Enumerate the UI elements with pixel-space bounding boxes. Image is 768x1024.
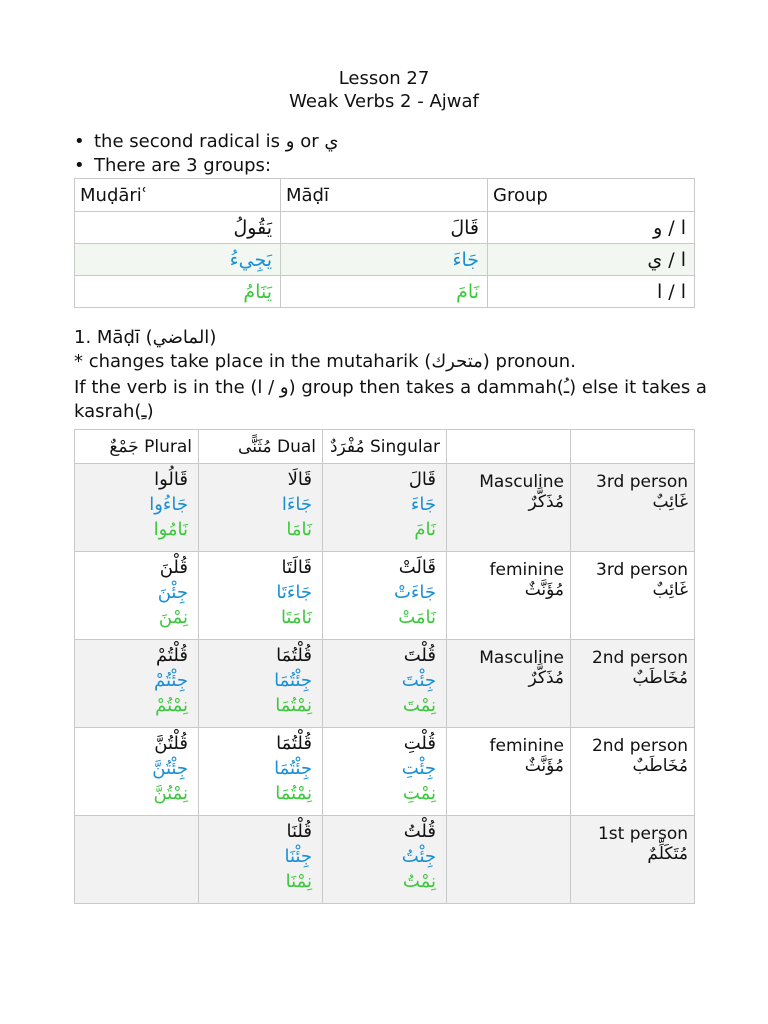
- verb-form: قُلْتَ: [403, 645, 436, 666]
- plural-cell: [75, 816, 199, 904]
- person-label: 2nd person: [591, 648, 688, 668]
- verb-form: نِمْتُ: [402, 871, 436, 892]
- mudari-cell: يَنَامُ: [75, 276, 281, 308]
- plural-cell: [75, 464, 199, 552]
- singular-cell: [323, 816, 447, 904]
- person-label: 1st person: [597, 824, 688, 844]
- table-row: [75, 816, 695, 904]
- verb-form: جِئْتُ: [401, 846, 436, 867]
- lesson-subtitle: Weak Verbs 2 - Ajwaf: [289, 91, 479, 112]
- verb-form: جِئْتُنَّ: [152, 758, 188, 779]
- header-gender: [447, 430, 571, 464]
- verb-form: نَامَ: [414, 519, 436, 540]
- gender-label: مُذَكَّرٌ: [528, 492, 564, 512]
- singular-cell: [323, 640, 447, 728]
- verb-form: قُلْنَ: [159, 557, 188, 578]
- verb-form: قُلْتُمْ: [156, 645, 188, 666]
- person-label: غَائِبٌ: [652, 492, 688, 512]
- dual-cell: [199, 816, 323, 904]
- mudari-cell: يَجِيءُ: [75, 244, 281, 276]
- header-plural: جَمْعٌ Plural: [75, 430, 199, 464]
- verb-form: نِمْتِ: [402, 783, 436, 804]
- madi-conjugation-table: [74, 429, 695, 904]
- person-label: مُخَاطَبٌ: [632, 668, 688, 688]
- header-dual: مُثَنًّى Dual: [199, 430, 323, 464]
- verb-form: قَالُوا: [154, 469, 188, 490]
- bullet-text: the second radical is و or ي: [94, 131, 339, 152]
- dual-cell: [199, 464, 323, 552]
- verb-form: جِئْنَا: [284, 846, 312, 867]
- person-label: مُتَكَلِّمٌ: [647, 844, 688, 864]
- dual-cell: [199, 640, 323, 728]
- table-row: [75, 464, 695, 552]
- mudari-cell: يَقُولُ: [75, 212, 281, 244]
- verb-form: قُلْتُنَّ: [154, 733, 188, 754]
- dual-cell: [199, 552, 323, 640]
- plural-cell: [75, 728, 199, 816]
- gender-cell: [447, 464, 571, 552]
- header-group: Group: [488, 179, 695, 212]
- verb-form: قُلْتُ: [403, 821, 436, 842]
- group-cell: ا / ا: [488, 276, 695, 308]
- gender-cell: [447, 552, 571, 640]
- gender-label: مُؤَنَّثٌ: [524, 756, 564, 776]
- madi-cell: جَاءَ: [281, 244, 488, 276]
- gender-label: مُؤَنَّثٌ: [524, 580, 564, 600]
- group-cell: ا / و: [488, 212, 695, 244]
- person-label: 3rd person: [596, 560, 688, 580]
- person-cell: [571, 464, 695, 552]
- singular-cell: [323, 464, 447, 552]
- groups-table: [74, 178, 695, 308]
- verb-form: جِئْتُمَا: [274, 758, 312, 779]
- verb-form: قَالَتْ: [398, 557, 436, 578]
- verb-form: نَامَتَا: [280, 607, 312, 628]
- header-singular: مُفْرَدٌ Singular: [323, 430, 447, 464]
- verb-form: نَامَتْ: [398, 607, 436, 628]
- person-label: مُخَاطَبٌ: [632, 756, 688, 776]
- header-person: [571, 430, 695, 464]
- table-row: [75, 640, 695, 728]
- lesson-title: Lesson 27: [338, 68, 430, 89]
- verb-form: قَالَ: [408, 469, 436, 490]
- section-line: If the verb is in the (و / ا) group then takes a dammah(ـُ) else it takes a: [74, 377, 707, 398]
- section-line: * changes take place in the mutaharik (متحرك) pronoun.: [74, 351, 576, 372]
- section-line: kasrah(ـِ): [74, 401, 154, 422]
- verb-form: نِمْتُمْ: [155, 695, 188, 716]
- person-cell: [571, 816, 695, 904]
- person-cell: [571, 728, 695, 816]
- verb-form: نِمْتُمَا: [275, 695, 312, 716]
- bullet-item: • There are 3 groups:: [74, 155, 272, 176]
- plural-cell: [75, 552, 199, 640]
- section-heading: 1. Māḍī (الماضي): [74, 327, 217, 348]
- madi-cell: نَامَ: [281, 276, 488, 308]
- table-row: [75, 276, 695, 308]
- gender-cell: [447, 640, 571, 728]
- verb-form: قُلْتُمَا: [276, 733, 312, 754]
- verb-form: جِئْتُمْ: [154, 670, 188, 691]
- table-row: [75, 552, 695, 640]
- gender-label: Masculine: [479, 648, 564, 668]
- dual-cell: [199, 728, 323, 816]
- verb-form: نَامَا: [286, 519, 312, 540]
- gender-label: مُذَكَّرٌ: [528, 668, 564, 688]
- gender-label: Masculine: [479, 472, 564, 492]
- table-row: [75, 728, 695, 816]
- bullet-item: • the second radical is و or ي: [74, 131, 339, 152]
- verb-form: نِمْتُنَّ: [153, 783, 188, 804]
- header-madi: Māḍī: [281, 179, 488, 212]
- singular-cell: [323, 552, 447, 640]
- gender-cell: [447, 816, 571, 904]
- gender-label: feminine: [489, 736, 564, 756]
- verb-form: جِئْتُمَا: [274, 670, 312, 691]
- table-header-row: [75, 430, 695, 464]
- verb-form: جَاءَتَا: [276, 582, 312, 603]
- gender-cell: [447, 728, 571, 816]
- bullet-text: There are 3 groups:: [94, 155, 272, 176]
- verb-form: نِمْتَ: [402, 695, 436, 716]
- madi-cell: قَالَ: [281, 212, 488, 244]
- verb-form: نِمْنَ: [158, 607, 188, 628]
- person-cell: [571, 640, 695, 728]
- verb-form: نِمْنَا: [285, 871, 312, 892]
- verb-form: جِئْتَ: [401, 670, 436, 691]
- gender-label: feminine: [489, 560, 564, 580]
- verb-form: قُلْنَا: [286, 821, 312, 842]
- table-row: [75, 244, 695, 276]
- person-label: 2nd person: [591, 736, 688, 756]
- person-label: غَائِبٌ: [652, 580, 688, 600]
- table-row: [75, 212, 695, 244]
- verb-form: نَامُوا: [153, 519, 188, 540]
- singular-cell: [323, 728, 447, 816]
- verb-form: جَاءَا: [281, 494, 312, 515]
- verb-form: قُلْتِ: [403, 733, 436, 754]
- plural-cell: [75, 640, 199, 728]
- verb-form: جِئْتِ: [401, 758, 436, 779]
- group-cell: ا / ي: [488, 244, 695, 276]
- header-mudari: Muḍāriʿ: [75, 179, 281, 212]
- verb-form: جِئْنَ: [157, 582, 188, 603]
- verb-form: جَاءَتْ: [393, 582, 436, 603]
- person-cell: [571, 552, 695, 640]
- verb-form: قَالَا: [287, 469, 312, 490]
- verb-form: جَاءَ: [410, 494, 436, 515]
- person-label: 3rd person: [596, 472, 688, 492]
- verb-form: قُلْتُمَا: [276, 645, 312, 666]
- verb-form: جَاءُوا: [149, 494, 188, 515]
- verb-form: نِمْتُمَا: [275, 783, 312, 804]
- verb-form: قَالَتَا: [281, 557, 312, 578]
